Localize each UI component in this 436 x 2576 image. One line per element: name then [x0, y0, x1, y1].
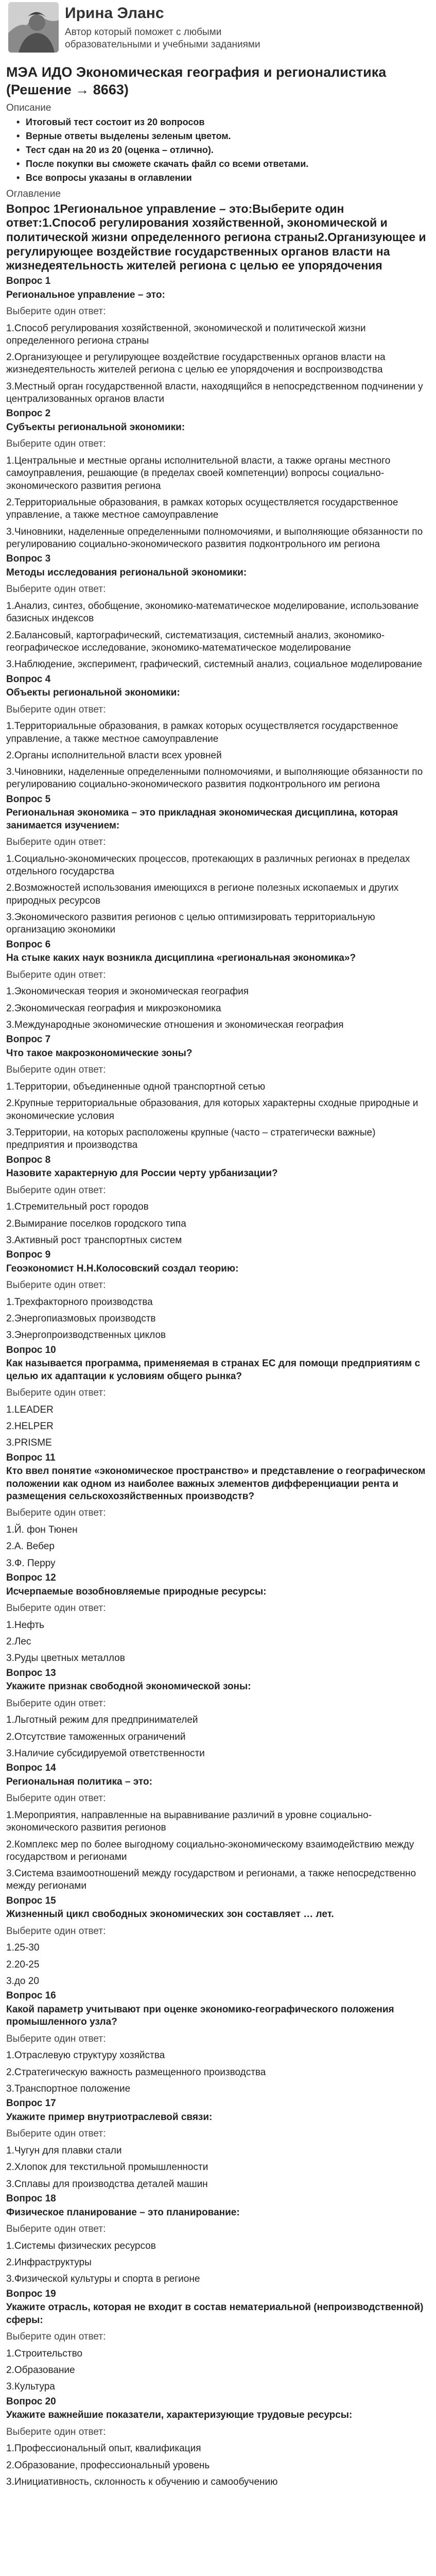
question-number: Вопрос 17	[6, 2098, 56, 2109]
question-text: Объекты региональной экономики:	[6, 687, 180, 699]
answer-option: 3.Экономического развития регионов с целью оптимизировать территориальную организацию экономики	[6, 912, 375, 936]
answer-option: 3.Система взаимоотношений между государством и регионами, а также непосредственно между регионами	[6, 1868, 416, 1892]
answer-option: 2.Комплекс мер по более выгодному социально-экономическому взаимодействию между государством и регионами	[6, 1839, 414, 1862]
question-text: Укажите важнейшие показатели, характеризующие трудовые ресурсы:	[6, 2410, 353, 2421]
answer-option: 2.Энергопиазмовых производств	[6, 1313, 156, 1325]
answer-option: 1.LEADER	[6, 1404, 54, 1415]
answer-option: 1.Мероприятия, направленные на выравнивание различий в уровне социально-экономического развития регионов	[6, 1809, 372, 1834]
question-block	[6, 1033, 430, 1151]
description-item: • Верные ответы выделены зеленым цветом.	[26, 129, 430, 143]
choose-one-label: Выберите один ответ:	[6, 2033, 106, 2044]
question-block	[6, 1990, 430, 2095]
question-block	[6, 1895, 430, 1988]
answer-option: 1.Трехфакторного производства	[6, 1296, 153, 1308]
choose-one-label: Выберите один ответ:	[6, 1925, 106, 1937]
answer-option: 3.Чиновники, наделенные определенными полномочиями, и выполняющие обязанности по регулированию социально-экономического развития подконтрольного им региона	[6, 526, 423, 550]
question-block	[6, 553, 430, 671]
question-block	[6, 275, 430, 406]
question-number: Вопрос 10	[6, 1344, 56, 1355]
answer-option: 2.А. Вебер	[6, 1541, 55, 1552]
question-number: Вопрос 3	[6, 553, 51, 565]
page-title: МЭА ИДО Экономическая география и регионалистика (Решение → 8663)	[6, 64, 387, 97]
answer-option: 3.Территории, на которых расположены крупные (часто – стратегически важные) предприятия и производства	[6, 1127, 376, 1151]
toc-label: Оглавление	[6, 189, 61, 200]
question-block	[6, 793, 430, 937]
answer-option: 3.Ф. Перру	[6, 1557, 56, 1569]
answer-option: 1.Строительство	[6, 2348, 83, 2359]
choose-one-label: Выберите один ответ:	[6, 2128, 106, 2140]
question-number: Вопрос 18	[6, 2193, 56, 2204]
answer-option: 1.Отраслевую структуру хозяйства	[6, 2050, 165, 2061]
answer-option: 3.Культура	[6, 2381, 55, 2393]
choose-one-label: Выберите один ответ:	[6, 584, 106, 595]
choose-one-label: Выберите один ответ:	[6, 2331, 106, 2342]
question-text: Геоэкономист Н.Н.Колосовский создал теорию:	[6, 1263, 239, 1274]
description-item: • Итоговый тест состоит из 20 вопросов	[26, 115, 430, 129]
question-block	[6, 2396, 430, 2489]
answer-option: 3.Транспортное положение	[6, 2083, 131, 2095]
question-number: Вопрос 20	[6, 2396, 56, 2407]
answer-option: 1.Системы физических ресурсов	[6, 2240, 156, 2251]
answer-option: 2.Экономическая география и микроэкономика	[6, 1003, 221, 1014]
author-info	[65, 2, 271, 51]
question-text: Региональное управление – это:	[6, 289, 165, 300]
question-number: Вопрос 15	[6, 1895, 56, 1906]
question-text: Как называется программа, применяемая в странах ЕС для помощи предприятиям с целью их адаптации к условиям общего рынка?	[6, 1358, 421, 1382]
question-text: Укажите отрасль, которая не входит в состав нематериальной (непроизводственной) сферы:	[6, 2302, 424, 2326]
question-number: Вопрос 16	[6, 1990, 56, 2002]
author-avatar[interactable]	[8, 2, 59, 53]
choose-one-label: Выберите один ответ:	[6, 1507, 106, 1519]
answer-option: 2.Крупные территориальные образования, для которых характерны сходные природные и экономические условия	[6, 1098, 418, 1122]
question-text: Региональная экономика – это прикладная экономическая дисциплина, которая занимается изучением:	[6, 807, 398, 831]
answer-option: 2.Образование, профессиональный уровень	[6, 2460, 210, 2471]
question-number: Вопрос 13	[6, 1667, 56, 1679]
answer-option: 3.Физической культуры и спорта в регионе	[6, 2274, 200, 2285]
author-card	[6, 0, 430, 61]
question-text: Региональная политика – это:	[6, 1776, 152, 1787]
answer-option: 1.Льготный режим для предпринимателей	[6, 1715, 198, 1726]
description-item: • Все вопросы указаны в оглавлении	[26, 171, 430, 185]
author-description: Автор который поможет с любыми образовательными и учебными заданиями	[65, 27, 260, 50]
question-text: Какой параметр учитывают при оценке экономико-географического положения промышленного узла?	[6, 2004, 394, 2028]
answer-option: 2.20-25	[6, 1959, 40, 1970]
answer-option: 2.Организующее и регулирующее воздействие государственных органов власти на жизнедеятельность жителей региона с целью ее упорядочения и воспроизводства	[6, 352, 386, 376]
question-number: Вопрос 7	[6, 1034, 51, 1045]
question-block	[6, 673, 430, 791]
question-block	[6, 1154, 430, 1247]
choose-one-label: Выберите один ответ:	[6, 438, 106, 450]
choose-one-label: Выберите один ответ:	[6, 1698, 106, 1709]
question-text: Укажите пример внутриотраслевой связи:	[6, 2112, 213, 2123]
question-block	[6, 1572, 430, 1665]
answer-option: 3.Наличие субсидируемой ответственности	[6, 1748, 205, 1759]
question-text: Кто ввел понятие «экономическое пространство» и представление о географическом положении как одном из наиболее важных элементов дифференциации рента и размещения сельскохозяйственных производств?	[6, 1466, 426, 1502]
answer-option: 1.Центральные и местные органы исполнительной власти, а также органы местного самоуправления, решающие (в пределах своей компетенции) вопросы социально-экономического развития региона	[6, 455, 391, 492]
answer-option: 2.Органы исполнительной власти всех уровней	[6, 750, 222, 761]
answer-option: 1.Стремительный рост городов	[6, 1201, 149, 1213]
choose-one-label: Выберите один ответ:	[6, 1793, 106, 1804]
choose-one-label: Выберите один ответ:	[6, 1602, 106, 1614]
question-block	[6, 939, 430, 1032]
answer-option: 3.Энергопроизводственных циклов	[6, 1330, 166, 1341]
question-block	[6, 408, 430, 551]
question-text: Физическое планирование – это планирование:	[6, 2207, 240, 2218]
answer-option: 2.HELPER	[6, 1421, 54, 1432]
question-number: Вопрос 12	[6, 1572, 56, 1583]
question-text: Жизненный цикл свободных экономических зон составляет … лет.	[6, 1909, 334, 1920]
question-number: Вопрос 1	[6, 275, 51, 286]
question-text: Методы исследования региональной экономики:	[6, 567, 247, 578]
question-number: Вопрос 6	[6, 939, 51, 950]
questions-list	[6, 275, 430, 2488]
answer-option: 3.Чиновники, наделенные определенными полномочиями, и выполняющие обязанности по регулированию социально-экономического развития подконтрольного им региона	[6, 767, 423, 790]
answer-option: 2.Возможностей использования имеющихся в регионе полезных ископаемых и других природных ресурсов	[6, 883, 399, 906]
answer-option: 1.25-30	[6, 1942, 40, 1954]
question-text: На стыке каких наук возникла дисциплина «региональная экономика»?	[6, 953, 356, 964]
description-item: • После покупки вы сможете скачать файл со всеми ответами.	[26, 157, 430, 171]
answer-option: 1.Чугун для плавки стали	[6, 2145, 122, 2157]
question-block	[6, 1452, 430, 1570]
question-text: Субъекты региональной экономики:	[6, 422, 185, 433]
description-list	[26, 115, 430, 185]
answer-option: 1.Территории, объединенные одной транспортной сетью	[6, 1081, 266, 1092]
avatar-photo-icon	[8, 2, 59, 53]
question-text: Исчерпаемые возобновляемые природные ресурсы:	[6, 1586, 267, 1597]
answer-option: 2.Инфраструктуры	[6, 2257, 92, 2268]
choose-one-label: Выберите один ответ:	[6, 306, 106, 317]
answer-option: 3.Активный рост транспортных систем	[6, 1234, 182, 1246]
question-block	[6, 2288, 430, 2394]
question-number: Вопрос 4	[6, 673, 51, 685]
question-number: Вопрос 11	[6, 1452, 56, 1463]
question-text: Укажите признак свободной экономической зоны:	[6, 1681, 251, 1692]
question-number: Вопрос 9	[6, 1249, 51, 1261]
answer-option: 2.Образование	[6, 2364, 75, 2376]
answer-option: 2.Балансовый, картографический, систематизация, системный анализ, экономико-географическое исследование, экономико-математическое моделирование	[6, 630, 385, 653]
answer-option: 3.до 20	[6, 1976, 39, 1987]
answer-option: 1.Нефть	[6, 1619, 44, 1631]
answer-option: 3.Международные экономические отношения и экономическая география	[6, 1019, 344, 1030]
answer-option: 3.Наблюдение, эксперимент, графический, системный анализ, социальное моделирование	[6, 659, 423, 670]
answer-option: 2.Территориальные образования, в рамках которых осуществляется государственное управление, а также местное самоуправление	[6, 497, 398, 521]
answer-option: 1.Территориальные образования, в рамках которых осуществляется государственное управление, а также местное самоуправление	[6, 721, 398, 744]
answer-option: 3.Сплавы для производства деталей машин	[6, 2178, 208, 2190]
choose-one-label: Выберите один ответ:	[6, 837, 106, 848]
answer-option: 2.Вымирание поселков городского типа	[6, 1218, 186, 1229]
answer-option: 2.Лес	[6, 1636, 31, 1647]
answer-option: 3.Инициативность, склонность к обучению и самообучению	[6, 2476, 278, 2487]
answer-option: 3.PRISME	[6, 1437, 52, 1449]
question-number: Вопрос 19	[6, 2288, 56, 2299]
choose-one-label: Выберите один ответ:	[6, 1280, 106, 1291]
question-block	[6, 1667, 430, 1760]
choose-one-label: Выберите один ответ:	[6, 2223, 106, 2234]
answer-option: 1.Анализ, синтез, обобщение, экономико-математическое моделирование, использование базисных индексов	[6, 600, 419, 624]
question-block	[6, 1249, 430, 1342]
answer-option: 2.Отсутствие таможенных ограничений	[6, 1731, 186, 1742]
answer-option: 1.Экономическая теория и экономическая география	[6, 986, 249, 997]
choose-one-label: Выберите один ответ:	[6, 969, 106, 980]
answer-option: 1.Й. фон Тюнен	[6, 1524, 78, 1536]
author-name[interactable]: Ирина Эланс	[65, 5, 164, 22]
question-block	[6, 2193, 430, 2286]
question-block	[6, 2097, 430, 2191]
choose-one-label: Выберите один ответ:	[6, 1387, 106, 1399]
answer-option: 3.Руды цветных металлов	[6, 1653, 125, 1664]
question-number: Вопрос 14	[6, 1762, 56, 1774]
question-block	[6, 1344, 430, 1450]
choose-one-label: Выберите один ответ:	[6, 704, 106, 715]
answer-option: 2.Хлопок для текстильной промышленности	[6, 2162, 208, 2173]
answer-option: 2.Стратегическую важность размещенного производства	[6, 2066, 266, 2078]
question-number: Вопрос 2	[6, 408, 51, 419]
answer-option: 1.Способ регулирования хозяйственной, экономической и политической жизни определенного региона страны	[6, 323, 366, 346]
choose-one-label: Выберите один ответ:	[6, 2426, 106, 2437]
question-number: Вопрос 8	[6, 1154, 51, 1165]
choose-one-label: Выберите один ответ:	[6, 1064, 106, 1076]
answer-option: 1.Профессиональный опыт, квалификация	[6, 2443, 201, 2454]
choose-one-label: Выберите один ответ:	[6, 1184, 106, 1196]
answer-option: 3.Местный орган государственной власти, находящийся в непосредственном подчинении у централизованных органов власти	[6, 381, 423, 405]
question-number: Вопрос 5	[6, 793, 51, 805]
toc-text: Вопрос 1Региональное управление – это:Выберите один ответ:1.Способ регулирования хозяйственной, экономической и политической жизни определенного региона страны2.Организующее и регулирующее воздействие государственных органов власти на жизнедеятельность жителей региона с целью ее упорядочения	[6, 201, 426, 273]
question-text: Назовите характерную для России черту урбанизации?	[6, 1168, 278, 1179]
question-text: Что такое макроэкономические зоны?	[6, 1047, 193, 1059]
description-item: • Тест сдан на 20 из 20 (оценка – отлично).	[26, 143, 430, 157]
question-block	[6, 1762, 430, 1893]
description-label: Описание	[6, 102, 51, 113]
answer-option: 1.Социально-экономических процессов, протекающих в различных регионах в пределах отдельного государства	[6, 853, 410, 877]
